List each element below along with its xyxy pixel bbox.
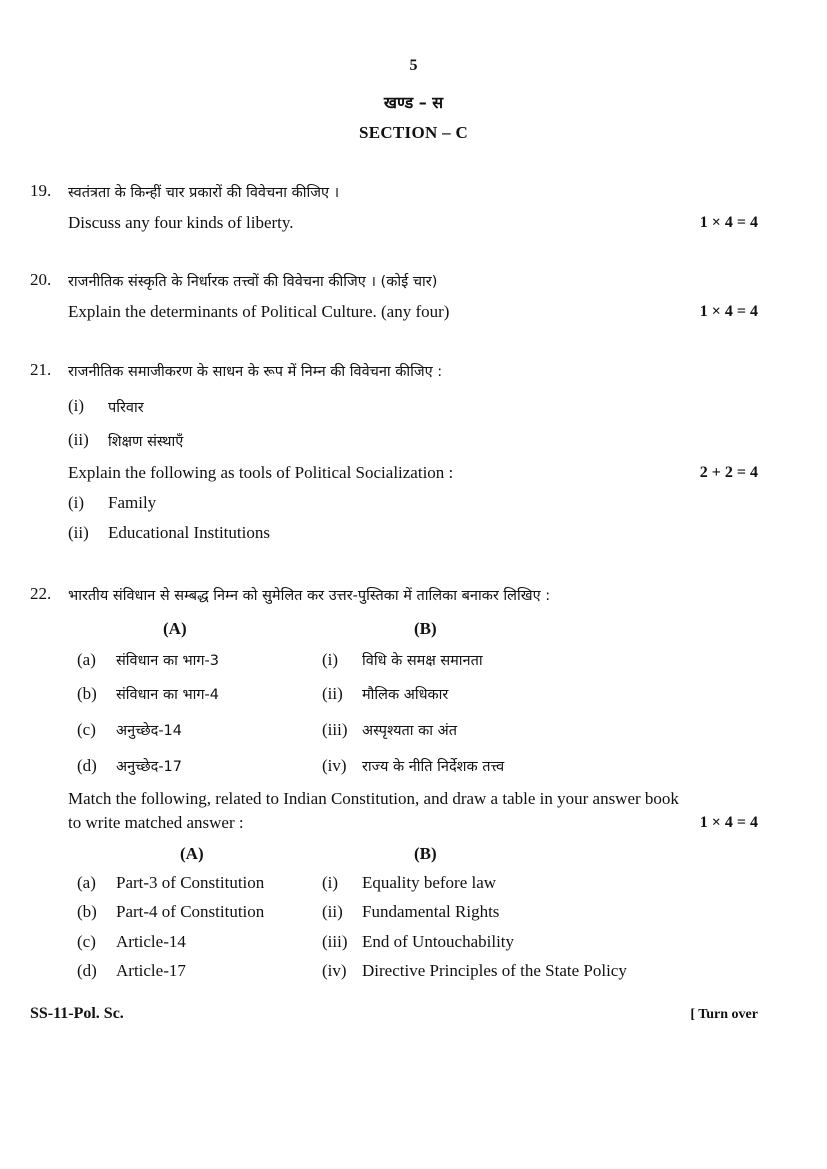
question-number: 19. <box>30 181 52 200</box>
row-label-b: (iii) <box>322 932 348 951</box>
question-text-english-cont: to write matched answer : <box>68 813 244 832</box>
row-label-a: (a) <box>77 873 96 892</box>
row-text-a: Part-4 of Constitution <box>116 902 265 921</box>
paper-code: SS-11-Pol. Sc. <box>30 1005 124 1022</box>
item-label: (ii) <box>68 523 89 542</box>
row-label-a: (a) <box>77 650 96 669</box>
marks-label: 1 × 4 = 4 <box>699 214 758 231</box>
row-label-b: (iv) <box>322 961 347 980</box>
row-text-a: Article-17 <box>116 961 186 980</box>
question-text-english: Explain the following as tools of Political Socialization : <box>68 463 454 482</box>
row-text-a: अनुच्छेद-14 <box>116 723 183 739</box>
row-text-b: अस्पृश्यता का अंत <box>362 723 457 739</box>
item-label: (i) <box>68 396 85 415</box>
row-label-a: (d) <box>77 961 97 980</box>
item-text-hindi: शिक्षण संस्थाएँ <box>108 434 184 450</box>
row-text-a: Article-14 <box>116 932 186 951</box>
item-label: (ii) <box>68 430 89 449</box>
question-text-english: Explain the determinants of Political Culture. (any four) <box>68 302 450 321</box>
question-text-hindi: राजनीतिक समाजीकरण के साधन के रूप में निम्न की विवेचना कीजिए : <box>68 364 443 380</box>
row-label-a: (c) <box>77 720 96 739</box>
row-label-b: (iv) <box>322 756 347 775</box>
row-label-a: (c) <box>77 932 96 951</box>
question-text-hindi: स्वतंत्रता के किन्हीं चार प्रकारों की विवेचना कीजिए । <box>68 185 340 201</box>
question-number: 20. <box>30 270 52 289</box>
row-text-b: विधि के समक्ष समानता <box>362 653 483 669</box>
marks-label: 1 × 4 = 4 <box>699 814 758 831</box>
row-label-a: (d) <box>77 756 97 775</box>
row-text-b: Equality before law <box>362 873 497 892</box>
marks-label: 2 + 2 = 4 <box>699 464 758 481</box>
column-b-heading: (B) <box>414 619 437 638</box>
row-label-a: (b) <box>77 684 97 703</box>
row-label-b: (ii) <box>322 902 343 921</box>
row-text-b: End of Untouchability <box>362 932 515 951</box>
row-label-b: (iii) <box>322 720 348 739</box>
column-a-heading: (A) <box>180 844 204 863</box>
section-title-hindi: खण्ड – स <box>383 93 444 112</box>
item-label: (i) <box>68 493 85 512</box>
item-text-english: Family <box>108 493 157 512</box>
row-text-b: Directive Principles of the State Policy <box>362 961 627 980</box>
row-text-b: Fundamental Rights <box>362 902 500 921</box>
question-text-hindi: राजनीतिक संस्कृति के निर्धारक तत्त्वों की विवेचना कीजिए । (कोई चार) <box>68 274 438 290</box>
question-text-english: Match the following, related to Indian Constitution, and draw a table in your answer book <box>68 789 679 808</box>
column-b-heading: (B) <box>414 844 437 863</box>
page-number: 5 <box>409 57 418 74</box>
row-text-a: Part-3 of Constitution <box>116 873 265 892</box>
row-label-b: (ii) <box>322 684 343 703</box>
row-text-a: अनुच्छेद-17 <box>116 759 183 775</box>
turn-over-label: [ Turn over <box>690 1007 758 1022</box>
question-number: 22. <box>30 584 52 603</box>
question-text-hindi: भारतीय संविधान से सम्बद्ध निम्न को सुमेलित कर उत्तर-पुस्तिका में तालिका बनाकर लिखिए : <box>68 588 551 604</box>
row-text-a: संविधान का भाग-4 <box>116 687 220 703</box>
question-number: 21. <box>30 360 52 379</box>
row-text-b: राज्य के नीति निर्देशक तत्त्व <box>362 759 505 775</box>
row-text-a: संविधान का भाग-3 <box>116 653 220 669</box>
row-label-a: (b) <box>77 902 97 921</box>
row-text-b: मौलिक अधिकार <box>362 687 449 703</box>
row-label-b: (i) <box>322 873 339 892</box>
column-a-heading: (A) <box>163 619 187 638</box>
item-text-english: Educational Institutions <box>108 523 270 542</box>
section-title-english: SECTION – C <box>358 123 469 142</box>
marks-label: 1 × 4 = 4 <box>699 303 758 320</box>
question-text-english: Discuss any four kinds of liberty. <box>68 213 294 232</box>
item-text-hindi: परिवार <box>108 400 144 416</box>
row-label-b: (i) <box>322 650 339 669</box>
